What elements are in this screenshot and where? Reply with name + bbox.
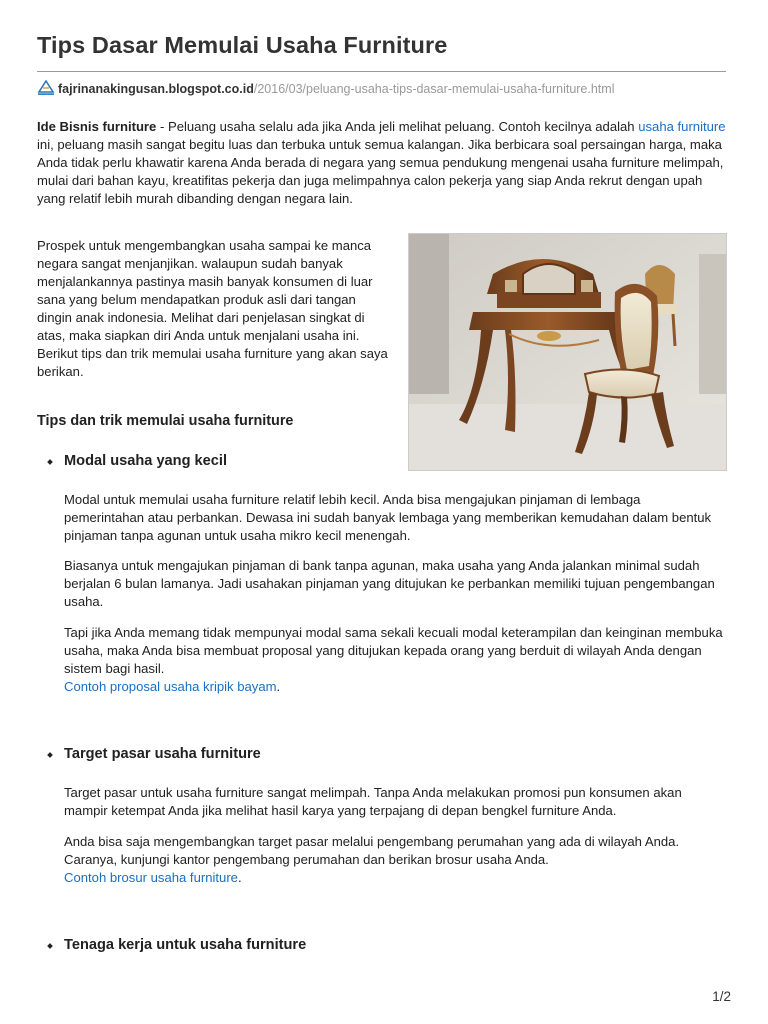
bullet-tenaga-heading: Tenaga kerja untuk usaha furniture — [64, 937, 307, 953]
target-paragraph-2-text: Anda bisa saja mengembangkan target pasar melalui pengembang perumahan yang ada di wilayah Anda. Caranya, kunjungi kantor pengembang perumahan dan berikan brosur usaha Anda. — [64, 834, 680, 867]
target-paragraph-1: Target pasar untuk usaha furniture sangat melimpah. Tanpa Anda melakukan promosi pun konsumen akan mampir ketempat Anda jika melihat hasil karya yang terpajang di depan bengkel furniture Anda. — [64, 785, 682, 818]
source-line — [37, 80, 614, 96]
modal-paragraph-2: Biasanya untuk mengajukan pinjaman di bank tanpa agunan, maka usaha yang Anda jalankan minimal sudah berjalan 6 bulan lamanya. Jadi usahakan pinjaman yang ditujukan ke perbankan memiliki tujuan pengembangan usaha. — [64, 558, 715, 609]
intro-text-2: ini, peluang masih sangat begitu luas dan terbuka untuk semua kalangan. Jika berbicara soal persaingan harga, maka Anda tidak perlu khawatir karena Anda berada di negara yang semua pendukung mengenai usaha furniture melimpah, mulai dari bahan kayu, kreatifitas pekerja dan juga melimpahnya calon pekerja yang siap Anda rekrut dengan upah yang relatif lebih murah dibanding dengan negara lain. — [37, 137, 724, 206]
modal-paragraph-1: Modal untuk memulai usaha furniture relatif lebih kecil. Anda bisa mengajukan pinjaman di lembaga pemerintahan atau perbankan. Dewasa ini sudah banyak lembaga yang memberikan kemudahan dalam bentuk pinjaman tanpa agunan untuk usaha mikro kecil menengah. — [64, 492, 712, 543]
usaha-furniture-link[interactable]: usaha furniture — [638, 119, 726, 134]
brosur-usaha-furniture-link[interactable]: Contoh brosur usaha furniture — [64, 870, 238, 885]
source-domain-link[interactable]: fajrinanakingusan.blogspot.co.id — [58, 82, 254, 96]
page-title: Tips Dasar Memulai Usaha Furniture — [37, 32, 448, 58]
bullet-diamond-icon — [47, 752, 53, 758]
target-paragraph-2 — [64, 833, 724, 887]
prospect-paragraph: Prospek untuk mengembangkan usaha sampai ke manca negara sangat menjanjikan. walaupun sudah banyak menjalankannya pastinya masih banyak konsumen di luar sana yang belum mendapatkan produk asli dari tangan dingin anak indonesia. Melihat dari penjelasan singkat di atas, maka siapkan diri Anda untuk menjalani usaha ini. Berikut tips dan trik memulai usaha furniture yang akan saya berikan. — [37, 238, 388, 379]
source-path: /2016/03/peluang-usaha-tips-dasar-memulai-usaha-furniture.html — [253, 82, 615, 96]
page-number: 1/2 — [712, 989, 731, 1004]
title-divider — [37, 71, 726, 72]
proposal-kripik-bayam-link[interactable]: Contoh proposal usaha kripik bayam — [64, 679, 277, 694]
intro-bold-lead: Ide Bisnis furniture — [37, 119, 157, 134]
bullet-target-heading: Target pasar usaha furniture — [64, 746, 261, 762]
site-logo-icon — [37, 80, 55, 96]
tips-heading: Tips dan trik memulai usaha furniture — [37, 413, 294, 429]
modal-link-period: . — [276, 679, 281, 694]
target-link-period: . — [237, 870, 242, 885]
intro-text-1: - Peluang usaha selalu ada jika Anda jeli melihat peluang. Contoh kecilnya adalah — [156, 119, 639, 134]
modal-paragraph-3 — [64, 624, 724, 696]
bullet-diamond-icon — [47, 943, 53, 949]
bullet-diamond-icon — [47, 459, 53, 465]
furniture-photo — [408, 233, 727, 471]
modal-paragraph-3-text: Tapi jika Anda memang tidak mempunyai modal sama sekali kecuali modal keterampilan dan keinginan membuka usaha, maka Anda bisa membuat proposal yang ditujukan kepada orang yang berduit di wilayah Anda dengan sistem bagi hasil. — [64, 625, 723, 676]
intro-paragraph — [37, 118, 729, 208]
bullet-modal-heading: Modal usaha yang kecil — [64, 453, 228, 469]
